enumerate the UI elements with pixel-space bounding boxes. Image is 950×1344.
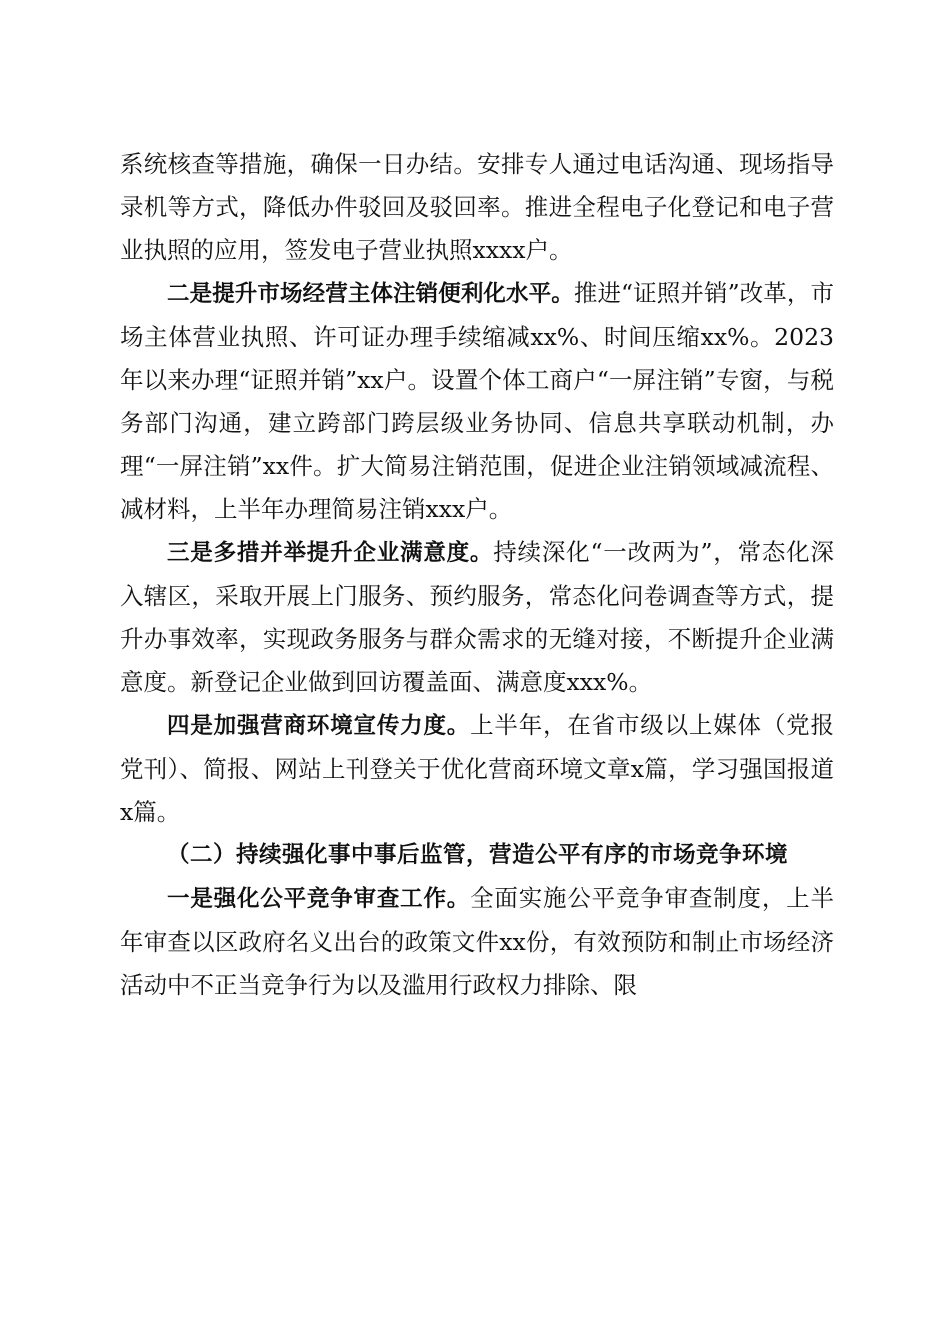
- paragraph-item-4: [120, 704, 834, 834]
- section-heading: （二）持续强化事中事后监管，营造公平有序的市场竞争环境: [167, 842, 789, 868]
- paragraph-lead: 二是提升市场经营主体注销便利化水平。: [167, 281, 574, 307]
- paragraph-text: 推进“证照并销”改革，市场主体营业执照、许可证办理手续缩减xx%、时间压缩xx%。2023年以来办理“证照并销”xx户。设置个体工商户“一屏注销”专窗，与税务部门沟通，建立跨部门跨层级业务协同、信息共享联动机制，办理“一屏注销”xx件。扩大简易注销范围，促进企业注销领域减流程、减材料，上半年办理简易注销xxx户。: [120, 279, 834, 523]
- paragraph-continuation: [120, 143, 834, 272]
- paragraph-text: 上半年，在省市级以上媒体（党报党刊）、简报、网站上刊登关于优化营商环境文章x篇，学习强国报道x篇。: [120, 711, 834, 826]
- paragraph-text: 全面实施公平竞争审查制度，上半年审查以区政府名义出台的政策文件xx份，有效预防和制止市场经济活动中不正当竞争行为以及滥用行政权力排除、限: [120, 884, 834, 999]
- paragraph-text: 系统核查等措施，确保一日办结。安排专人通过电话沟通、现场指导录机等方式，降低办件驳回及驳回率。推进全程电子化登记和电子营业执照的应用，签发电子营业执照xxxx户。: [120, 150, 834, 264]
- paragraph-lead: 四是加强营商环境宣传力度。: [167, 713, 471, 739]
- paragraph-item-2: [120, 272, 834, 531]
- paragraph-lead: 三是多措并举提升企业满意度。: [167, 540, 494, 566]
- paragraph-item-3: [120, 531, 834, 704]
- paragraph-item-5: [120, 877, 834, 1007]
- paragraph-lead: 一是强化公平竞争审查工作。: [167, 886, 471, 912]
- document-page: [120, 143, 834, 1007]
- paragraph-text: 持续深化“一改两为”，常态化深入辖区，采取开展上门服务、预约服务，常态化问卷调查等方式，提升办事效率，实现政务服务与群众需求的无缝对接，不断提升企业满意度。新登记企业做到回访覆盖面、满意度xxx%。: [120, 538, 834, 696]
